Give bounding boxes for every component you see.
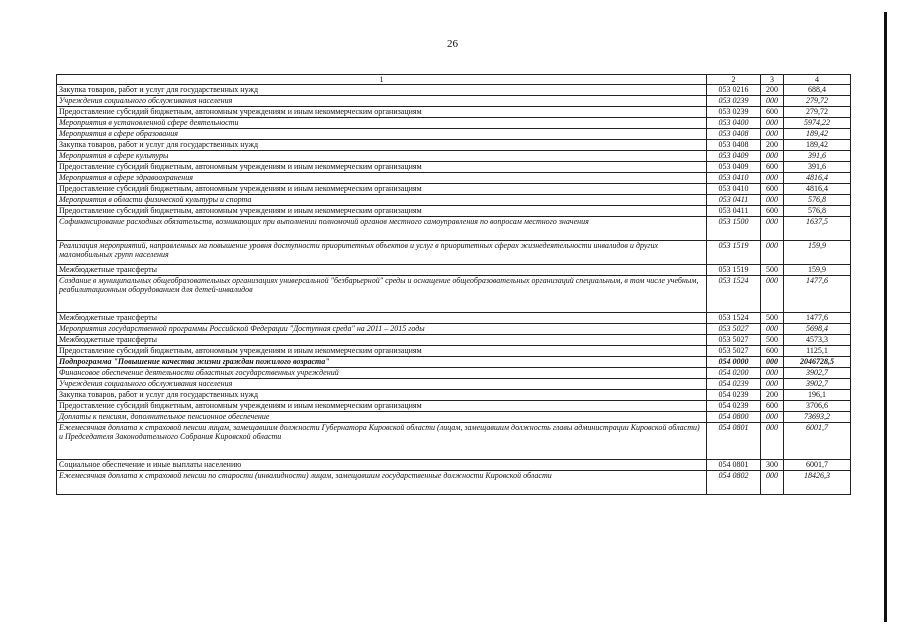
row-name-cell: Предоставление субсидий бюджетным, автономным учреждениям и иным некоммерческим организациям: [57, 206, 707, 217]
row-type-cell: 600: [761, 162, 784, 173]
row-code-cell: 054 0200: [707, 368, 761, 379]
row-sum-cell: 6001,7: [784, 460, 851, 471]
table-row: [57, 335, 851, 346]
row-name-cell: Мероприятия в сфере образования: [57, 129, 707, 140]
row-sum-cell: 3902,7: [784, 379, 851, 390]
row-type-cell: 200: [761, 390, 784, 401]
table-row: [57, 96, 851, 107]
table-row: [57, 276, 851, 313]
row-name-cell: Софинансирование расходных обязательств, возникающих при выполнении полномочий органов местного самоуправления по вопросам местного значения: [57, 217, 707, 241]
row-type-cell: 000: [761, 118, 784, 129]
row-sum-cell: 5974,22: [784, 118, 851, 129]
table-row: [57, 173, 851, 184]
row-code-cell: 054 0000: [707, 357, 761, 368]
row-sum-cell: 5698,4: [784, 324, 851, 335]
row-type-cell: 000: [761, 151, 784, 162]
row-code-cell: 053 0408: [707, 129, 761, 140]
table-row: [57, 217, 851, 241]
table-row: [57, 184, 851, 195]
table-row: [57, 368, 851, 379]
header-row: [57, 75, 851, 85]
row-sum-cell: 1477,6: [784, 276, 851, 313]
row-type-cell: 000: [761, 324, 784, 335]
row-code-cell: 053 1519: [707, 241, 761, 265]
row-type-cell: 000: [761, 96, 784, 107]
row-type-cell: 000: [761, 471, 784, 495]
row-name-cell: Учреждения социального обслуживания населения: [57, 96, 707, 107]
row-sum-cell: 1637,5: [784, 217, 851, 241]
row-name-cell: Ежемесячная доплата к страховой пенсии по старости (инвалидности) лицам, замещавшим государственные должности Кировской области: [57, 471, 707, 495]
row-code-cell: 053 0411: [707, 206, 761, 217]
row-code-cell: 053 0409: [707, 151, 761, 162]
row-type-cell: 600: [761, 107, 784, 118]
row-name-cell: Реализация мероприятий, направленных на повышение уровня доступности приоритетных объектов и услуг в приоритетных сферах жизнедеятельности инвалидов и других маломобильных групп населения: [57, 241, 707, 265]
row-type-cell: 600: [761, 401, 784, 412]
row-code-cell: 054 0801: [707, 460, 761, 471]
row-type-cell: 000: [761, 217, 784, 241]
row-name-cell: Предоставление субсидий бюджетным, автономным учреждениям и иным некоммерческим организациям: [57, 107, 707, 118]
row-code-cell: 053 0216: [707, 85, 761, 96]
row-name-cell: Предоставление субсидий бюджетным, автономным учреждениям и иным некоммерческим организациям: [57, 184, 707, 195]
row-type-cell: 500: [761, 335, 784, 346]
row-code-cell: 054 0239: [707, 390, 761, 401]
budget-table: [56, 74, 851, 495]
row-code-cell: 053 0408: [707, 140, 761, 151]
table-row: [57, 412, 851, 423]
row-name-cell: Мероприятия в установленной сфере деятельности: [57, 118, 707, 129]
row-code-cell: 053 1524: [707, 313, 761, 324]
row-sum-cell: 576,8: [784, 195, 851, 206]
table-row: [57, 85, 851, 96]
row-code-cell: 053 0239: [707, 96, 761, 107]
table-row: [57, 379, 851, 390]
row-type-cell: 300: [761, 460, 784, 471]
row-name-cell: Межбюджетные трансферты: [57, 313, 707, 324]
table-row: [57, 118, 851, 129]
row-sum-cell: 73693,2: [784, 412, 851, 423]
row-type-cell: 000: [761, 195, 784, 206]
row-type-cell: 000: [761, 276, 784, 313]
row-sum-cell: 18426,3: [784, 471, 851, 495]
row-type-cell: 600: [761, 184, 784, 195]
row-code-cell: 053 0409: [707, 162, 761, 173]
row-sum-cell: 196,1: [784, 390, 851, 401]
row-sum-cell: 6001,7: [784, 423, 851, 460]
header-cell-name: 1: [57, 75, 707, 85]
row-code-cell: 053 0411: [707, 195, 761, 206]
row-sum-cell: 3902,7: [784, 368, 851, 379]
table-row: [57, 129, 851, 140]
table-row: [57, 401, 851, 412]
row-type-cell: 500: [761, 265, 784, 276]
row-code-cell: 053 1500: [707, 217, 761, 241]
row-name-cell: Закупка товаров, работ и услуг для государственных нужд: [57, 390, 707, 401]
row-sum-cell: 688,4: [784, 85, 851, 96]
table-row: [57, 206, 851, 217]
header-cell-sum: 4: [784, 75, 851, 85]
row-name-cell: Предоставление субсидий бюджетным, автономным учреждениям и иным некоммерческим организациям: [57, 346, 707, 357]
row-sum-cell: 1125,1: [784, 346, 851, 357]
table-row: [57, 265, 851, 276]
row-name-cell: Закупка товаров, работ и услуг для государственных нужд: [57, 140, 707, 151]
row-sum-cell: 189,42: [784, 140, 851, 151]
row-sum-cell: 576,8: [784, 206, 851, 217]
table-row: [57, 390, 851, 401]
row-sum-cell: 391,6: [784, 162, 851, 173]
row-type-cell: 000: [761, 379, 784, 390]
table-row: [57, 460, 851, 471]
row-code-cell: 054 0239: [707, 379, 761, 390]
row-name-cell: Социальное обеспечение и иные выплаты населению: [57, 460, 707, 471]
table-row: [57, 140, 851, 151]
row-name-cell: Мероприятия в сфере здравоохранения: [57, 173, 707, 184]
row-sum-cell: 391,6: [784, 151, 851, 162]
row-code-cell: 053 0400: [707, 118, 761, 129]
row-name-cell: Учреждения социального обслуживания населения: [57, 379, 707, 390]
row-code-cell: 053 0410: [707, 184, 761, 195]
row-type-cell: 000: [761, 129, 784, 140]
row-sum-cell: 4816,4: [784, 173, 851, 184]
row-type-cell: 500: [761, 313, 784, 324]
table-row: [57, 107, 851, 118]
row-name-cell: Финансовое обеспечение деятельности областных государственных учреждений: [57, 368, 707, 379]
row-type-cell: 600: [761, 346, 784, 357]
row-code-cell: 054 0800: [707, 412, 761, 423]
row-name-cell: Межбюджетные трансферты: [57, 335, 707, 346]
row-name-cell: Предоставление субсидий бюджетным, автономным учреждениям и иным некоммерческим организациям: [57, 162, 707, 173]
row-type-cell: 000: [761, 368, 784, 379]
row-sum-cell: 2046728,5: [784, 357, 851, 368]
row-code-cell: 053 0239: [707, 107, 761, 118]
row-sum-cell: 279,72: [784, 96, 851, 107]
row-code-cell: 054 0239: [707, 401, 761, 412]
row-code-cell: 053 1519: [707, 265, 761, 276]
header-cell-code: 2: [707, 75, 761, 85]
row-type-cell: 600: [761, 206, 784, 217]
row-name-cell: Ежемесячная доплата к страховой пенсии лицам, замещавшим должности Губернатора Кировской области (лицам, замещавшим должность главы администрации Кировской области) и Председателя Законодательного Собрания Кировской области: [57, 423, 707, 460]
table-row: [57, 162, 851, 173]
row-name-cell: Мероприятия в области физической культуры и спорта: [57, 195, 707, 206]
row-name-cell: Межбюджетные трансферты: [57, 265, 707, 276]
row-sum-cell: 1477,6: [784, 313, 851, 324]
row-sum-cell: 159,9: [784, 265, 851, 276]
page-number: 26: [447, 38, 458, 50]
row-sum-cell: 279,72: [784, 107, 851, 118]
row-sum-cell: 159,9: [784, 241, 851, 265]
row-name-cell: Предоставление субсидий бюджетным, автономным учреждениям и иным некоммерческим организациям: [57, 401, 707, 412]
row-sum-cell: 189,42: [784, 129, 851, 140]
row-type-cell: 200: [761, 85, 784, 96]
row-code-cell: 054 0801: [707, 423, 761, 460]
row-name-cell: Подпрограмма "Повышение качества жизни граждан пожилого возраста": [57, 357, 707, 368]
table-row: [57, 241, 851, 265]
table-row: [57, 195, 851, 206]
row-type-cell: 000: [761, 423, 784, 460]
scan-edge-bar: [884, 12, 887, 622]
row-sum-cell: 3706,6: [784, 401, 851, 412]
row-code-cell: 053 5027: [707, 335, 761, 346]
row-name-cell: Мероприятия в сфере культуры: [57, 151, 707, 162]
row-type-cell: 000: [761, 173, 784, 184]
row-code-cell: 053 0410: [707, 173, 761, 184]
row-type-cell: 200: [761, 140, 784, 151]
row-name-cell: Доплаты к пенсиям, дополнительное пенсионное обеспечение: [57, 412, 707, 423]
row-type-cell: 000: [761, 412, 784, 423]
row-code-cell: 053 5027: [707, 346, 761, 357]
row-type-cell: 000: [761, 357, 784, 368]
table-row: [57, 313, 851, 324]
row-name-cell: Создание в муниципальных общеобразовательных организациях универсальной "безбарьерной" среды и оснащение общеобразовательных организаций специальным, в том числе учебным, реабилитационным оборудованием для детей-инвалидов: [57, 276, 707, 313]
table-row: [57, 151, 851, 162]
row-code-cell: 053 5027: [707, 324, 761, 335]
table-row: [57, 471, 851, 495]
table-row: [57, 324, 851, 335]
table-row: [57, 357, 851, 368]
row-code-cell: 054 0802: [707, 471, 761, 495]
table-row: [57, 346, 851, 357]
row-sum-cell: 4573,3: [784, 335, 851, 346]
table-row: [57, 423, 851, 460]
row-name-cell: Закупка товаров, работ и услуг для государственных нужд: [57, 85, 707, 96]
row-code-cell: 053 1524: [707, 276, 761, 313]
row-name-cell: Мероприятия государственной программы Российской Федерации "Доступная среда" на 2011 – 2015 годы: [57, 324, 707, 335]
row-type-cell: 000: [761, 241, 784, 265]
header-cell-type: 3: [761, 75, 784, 85]
row-sum-cell: 4816,4: [784, 184, 851, 195]
